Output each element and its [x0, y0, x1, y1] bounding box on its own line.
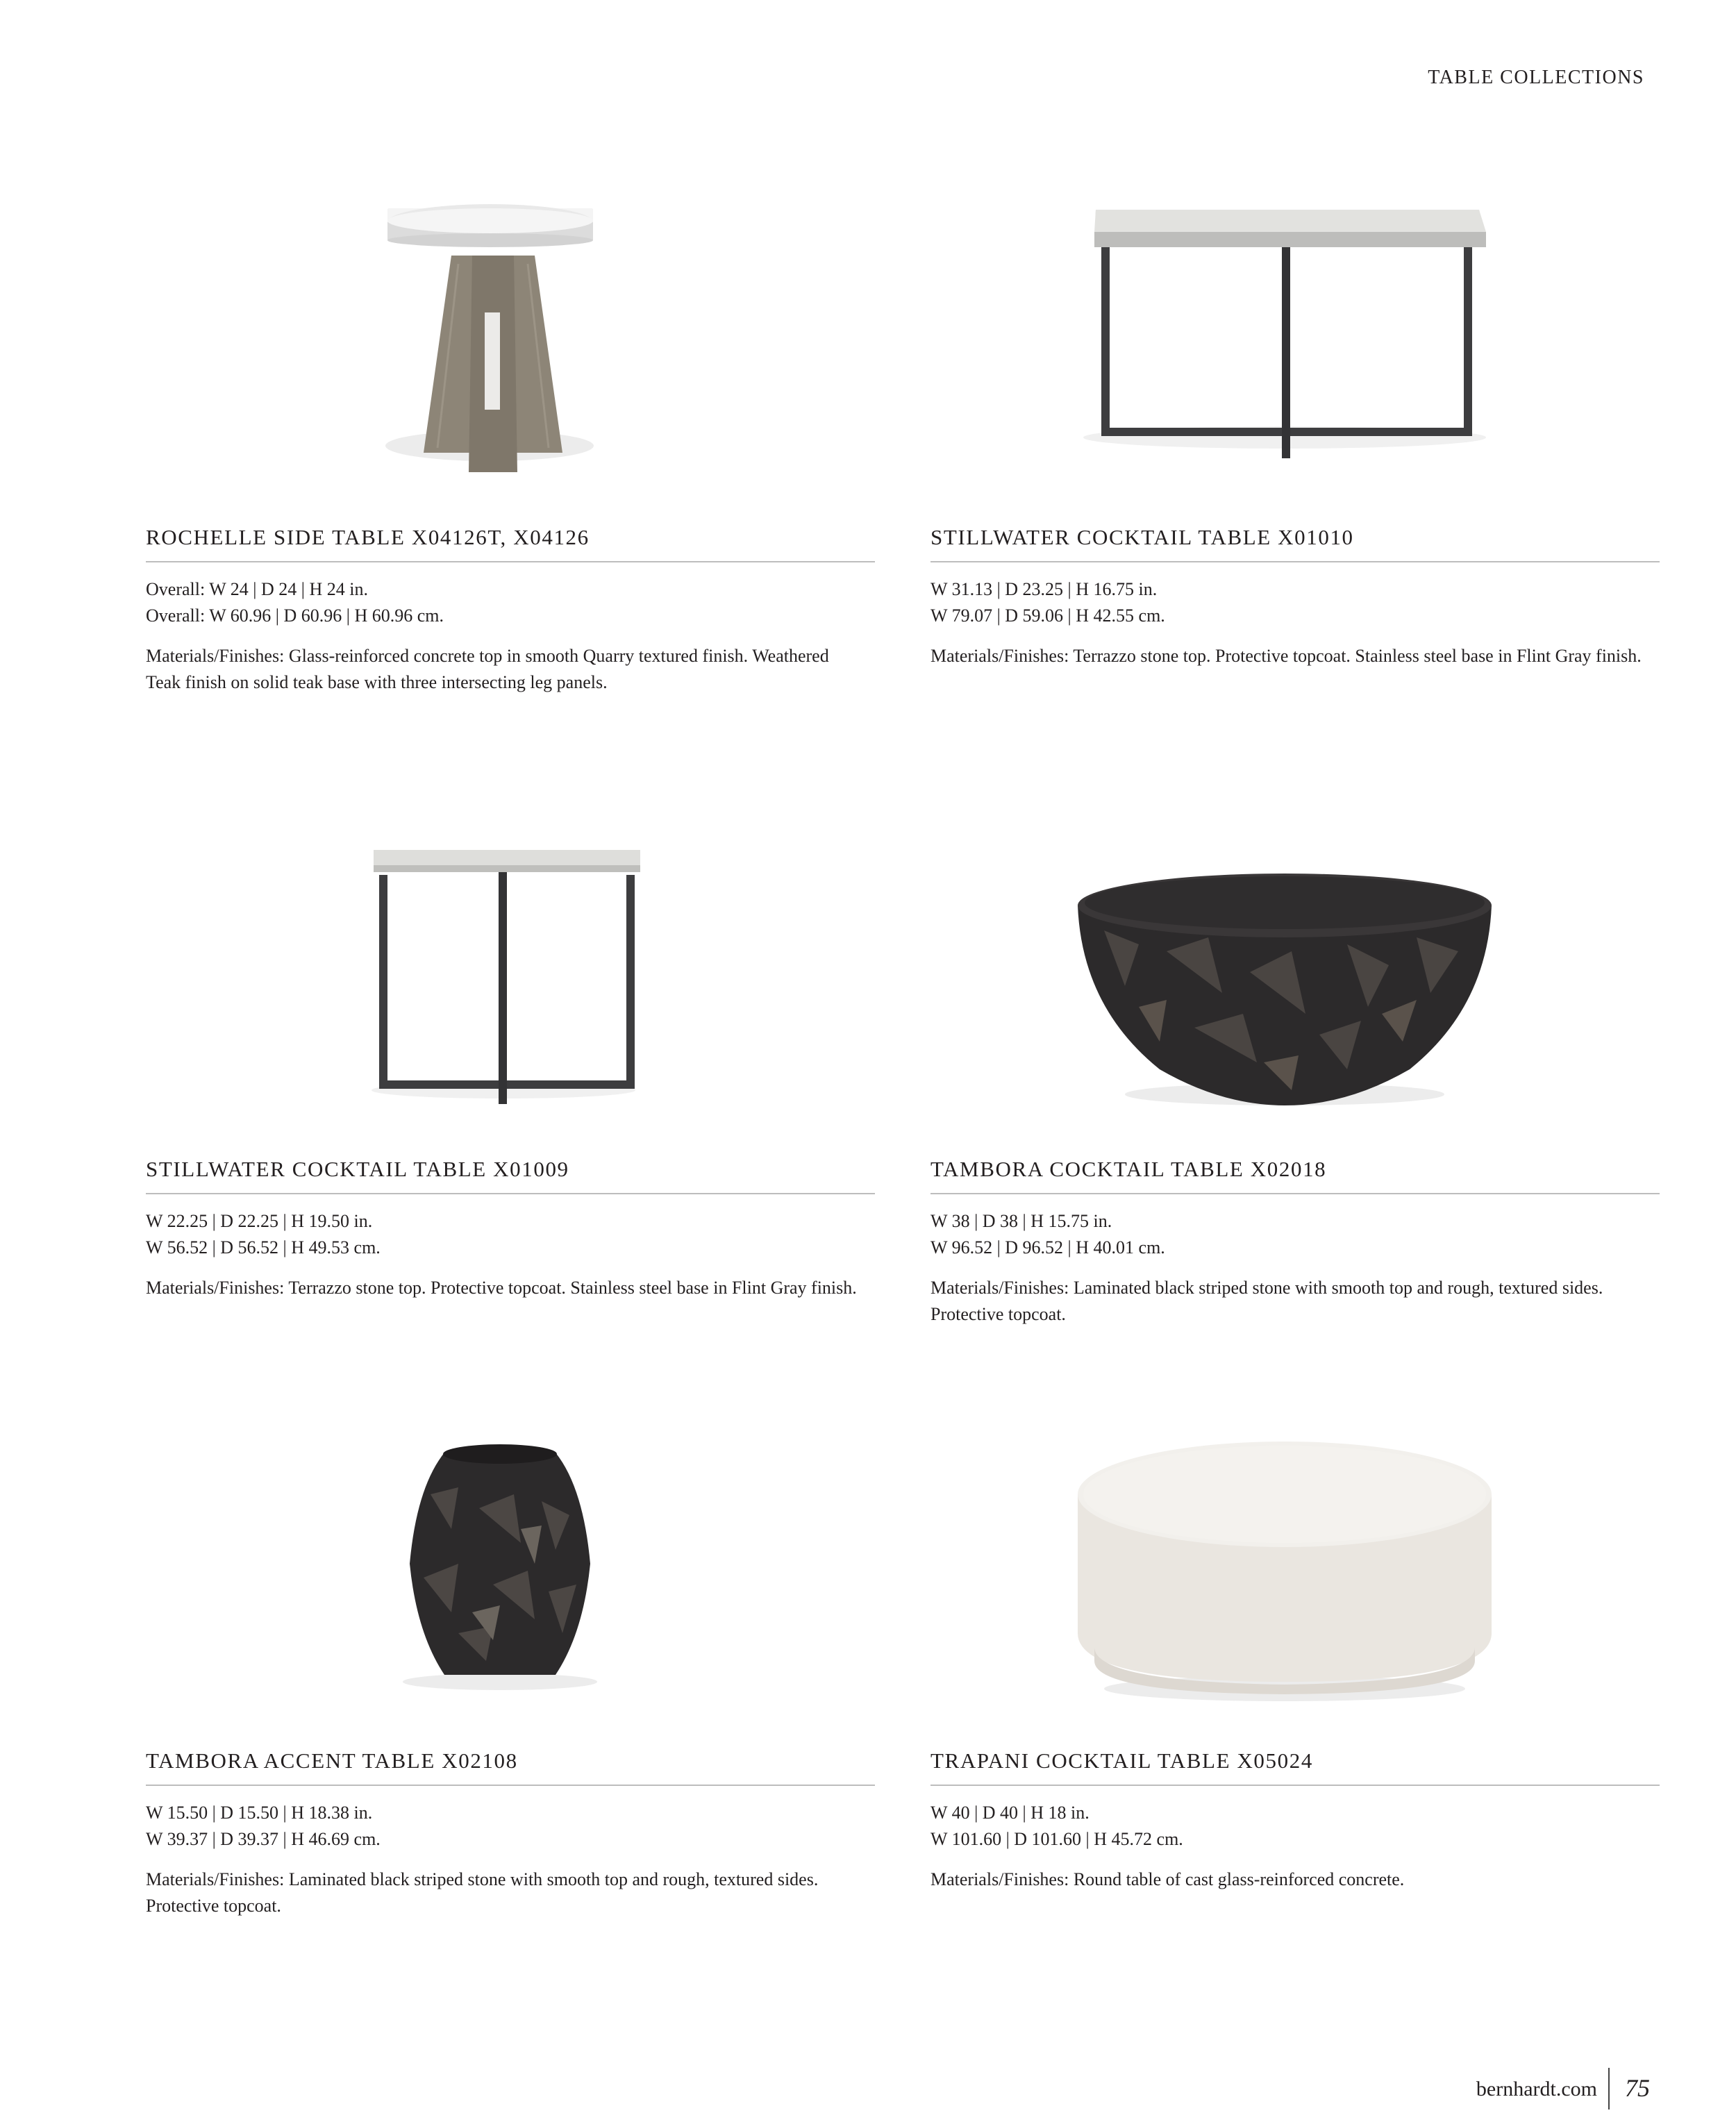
product-dimensions [146, 576, 444, 629]
product-title: STILLWATER COCKTAIL TABLE X01009 [146, 1157, 569, 1181]
section-header: TABLE COLLECTIONS [1428, 67, 1644, 88]
divider [930, 1785, 1660, 1786]
product-image [146, 201, 875, 507]
product-materials: Materials/Finishes: Terrazzo stone top. Protective topcoat. Stainless steel base in Flint Gray finish. [146, 1278, 857, 1298]
dimensions-cm: Overall: W 60.96 | D 60.96 | H 60.96 cm. [146, 605, 444, 626]
dimensions-inches: W 31.13 | D 23.25 | H 16.75 in. [930, 579, 1158, 599]
product-title: TAMBORA COCKTAIL TABLE X02018 [930, 1157, 1327, 1181]
product-title: TRAPANI COCKTAIL TABLE X05024 [930, 1748, 1313, 1773]
dimensions-inches: Overall: W 24 | D 24 | H 24 in. [146, 579, 368, 599]
product-dimensions [930, 1208, 1165, 1261]
product-image [930, 1425, 1660, 1730]
divider [930, 561, 1660, 562]
page-number: 75 [1625, 2074, 1650, 2102]
product-dimensions [146, 1800, 381, 1853]
dimensions-inches: W 38 | D 38 | H 15.75 in. [930, 1211, 1112, 1231]
product-title: STILLWATER COCKTAIL TABLE X01010 [930, 525, 1354, 549]
dimensions-cm: W 56.52 | D 56.52 | H 49.53 cm. [146, 1237, 381, 1258]
product-image [146, 833, 875, 1139]
dimensions-inches: W 22.25 | D 22.25 | H 19.50 in. [146, 1211, 373, 1231]
footer-divider [1608, 2068, 1610, 2110]
dimensions-inches: W 40 | D 40 | H 18 in. [930, 1803, 1090, 1823]
divider [146, 1193, 875, 1194]
footer-website: bernhardt.com [1476, 2078, 1597, 2100]
product-image [930, 833, 1660, 1139]
dimensions-cm: W 39.37 | D 39.37 | H 46.69 cm. [146, 1829, 381, 1849]
divider [930, 1193, 1660, 1194]
product-materials: Materials/Finishes: Terrazzo stone top. Protective topcoat. Stainless steel base in Flint Gray finish. [930, 646, 1642, 666]
divider [146, 1785, 875, 1786]
divider [146, 561, 875, 562]
product-materials: Materials/Finishes: Round table of cast glass-reinforced concrete. [930, 1869, 1405, 1889]
dimensions-inches: W 15.50 | D 15.50 | H 18.38 in. [146, 1803, 373, 1823]
product-materials: Materials/Finishes: Laminated black striped stone with smooth top and rough, textured sides. Protective topcoat. [930, 1278, 1603, 1324]
product-image [930, 201, 1660, 507]
product-image [146, 1425, 875, 1730]
product-materials: Materials/Finishes: Laminated black striped stone with smooth top and rough, textured sides. Protective topcoat. [146, 1869, 819, 1916]
product-dimensions [930, 576, 1165, 629]
dimensions-cm: W 101.60 | D 101.60 | H 45.72 cm. [930, 1829, 1183, 1849]
product-materials: Materials/Finishes: Glass-reinforced concrete top in smooth Quarry textured finish. Weathered Teak finish on solid teak base with three intersecting leg panels. [146, 646, 829, 692]
dimensions-cm: W 96.52 | D 96.52 | H 40.01 cm. [930, 1237, 1165, 1258]
product-dimensions [146, 1208, 381, 1261]
dimensions-cm: W 79.07 | D 59.06 | H 42.55 cm. [930, 605, 1165, 626]
product-dimensions [930, 1800, 1183, 1853]
product-title: ROCHELLE SIDE TABLE X04126T, X04126 [146, 525, 590, 549]
product-title: TAMBORA ACCENT TABLE X02108 [146, 1748, 518, 1773]
